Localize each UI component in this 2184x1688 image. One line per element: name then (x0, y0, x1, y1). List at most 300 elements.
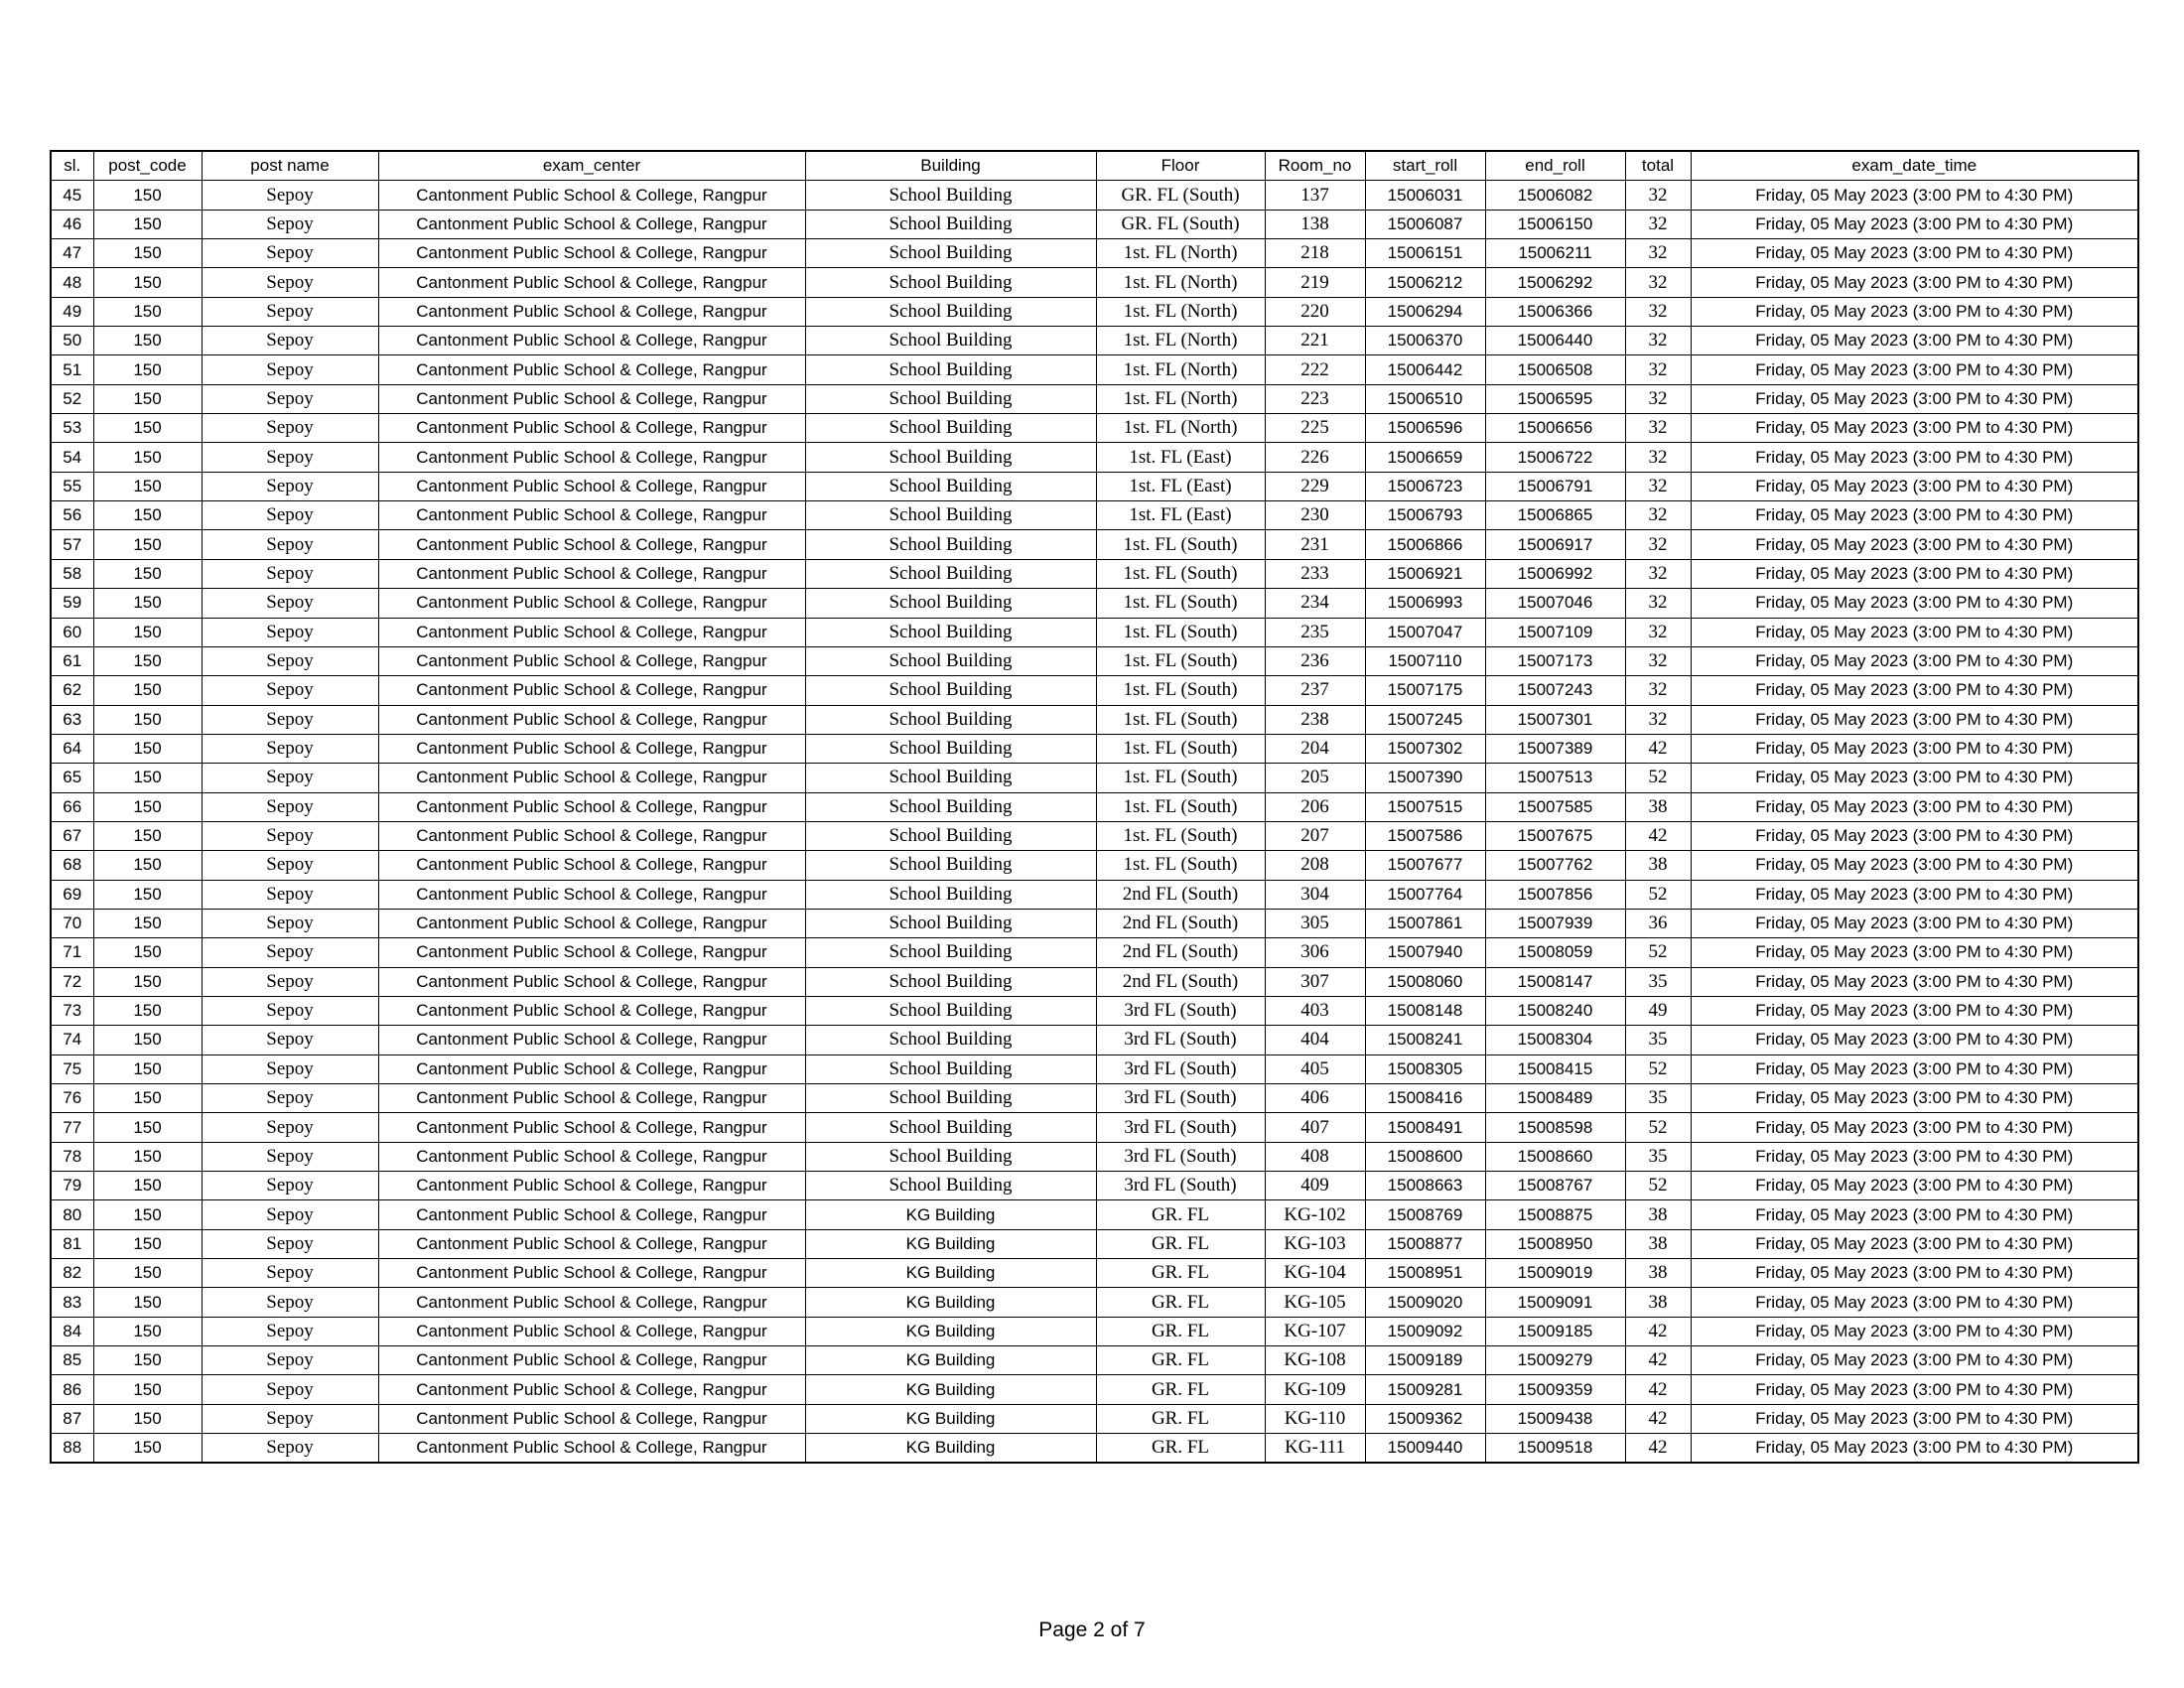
table-row (51, 559, 2138, 588)
cell-start-roll: 15007940 (1365, 938, 1485, 967)
table-row (51, 355, 2138, 384)
cell-post-code: 150 (93, 880, 202, 909)
cell-end-roll: 15008415 (1485, 1055, 1625, 1083)
cell-floor: 1st. FL (North) (1096, 384, 1265, 413)
cell-start-roll: 15007110 (1365, 646, 1485, 675)
cell-start-roll: 15008416 (1365, 1084, 1485, 1113)
cell-sl: 88 (51, 1434, 93, 1464)
cell-post-code: 150 (93, 297, 202, 326)
cell-exam-center: Cantonment Public School & College, Rangpur (378, 764, 805, 792)
cell-end-roll: 15008240 (1485, 996, 1625, 1025)
table-row (51, 1142, 2138, 1171)
cell-floor: 1st. FL (North) (1096, 414, 1265, 443)
cell-exam-center: Cantonment Public School & College, Rangpur (378, 327, 805, 355)
cell-room-no: 406 (1265, 1084, 1365, 1113)
cell-post-code: 150 (93, 676, 202, 705)
cell-end-roll: 15007762 (1485, 851, 1625, 880)
cell-building: School Building (805, 734, 1096, 763)
cell-post-name: Sepoy (202, 1026, 378, 1055)
cell-exam-center: Cantonment Public School & College, Rangpur (378, 646, 805, 675)
cell-post-name: Sepoy (202, 414, 378, 443)
cell-post-code: 150 (93, 1259, 202, 1288)
cell-post-code: 150 (93, 181, 202, 210)
cell-post-code: 150 (93, 705, 202, 734)
col-header-floor: Floor (1096, 151, 1265, 181)
cell-sl: 61 (51, 646, 93, 675)
table-row (51, 880, 2138, 909)
cell-floor: GR. FL (1096, 1434, 1265, 1464)
cell-end-roll: 15008875 (1485, 1200, 1625, 1229)
cell-exam-center: Cantonment Public School & College, Rangpur (378, 938, 805, 967)
cell-floor: GR. FL (1096, 1200, 1265, 1229)
cell-floor: 3rd FL (South) (1096, 1172, 1265, 1200)
seat-plan-table (50, 150, 2139, 1464)
cell-room-no: KG-105 (1265, 1288, 1365, 1317)
cell-total: 32 (1625, 618, 1691, 646)
cell-start-roll: 15008060 (1365, 967, 1485, 996)
cell-building: School Building (805, 618, 1096, 646)
cell-start-roll: 15008491 (1365, 1113, 1485, 1142)
cell-exam-center: Cantonment Public School & College, Rangpur (378, 1055, 805, 1083)
cell-end-roll: 15007109 (1485, 618, 1625, 646)
cell-end-roll: 15006211 (1485, 239, 1625, 268)
cell-building: School Building (805, 1113, 1096, 1142)
cell-start-roll: 15007515 (1365, 792, 1485, 821)
cell-post-code: 150 (93, 589, 202, 618)
cell-total: 35 (1625, 1142, 1691, 1171)
table-row (51, 1026, 2138, 1055)
table-row (51, 646, 2138, 675)
cell-post-code: 150 (93, 1026, 202, 1055)
cell-post-name: Sepoy (202, 1404, 378, 1433)
cell-building: School Building (805, 764, 1096, 792)
col-header-room-no: Room_no (1265, 151, 1365, 181)
cell-building: School Building (805, 821, 1096, 850)
cell-sl: 54 (51, 443, 93, 472)
cell-post-code: 150 (93, 967, 202, 996)
cell-post-code: 150 (93, 792, 202, 821)
cell-exam-date-time: Friday, 05 May 2023 (3:00 PM to 4:30 PM) (1691, 880, 2138, 909)
cell-building: School Building (805, 355, 1096, 384)
cell-start-roll: 15006993 (1365, 589, 1485, 618)
cell-building: School Building (805, 967, 1096, 996)
cell-post-name: Sepoy (202, 1142, 378, 1171)
cell-room-no: 205 (1265, 764, 1365, 792)
cell-end-roll: 15008767 (1485, 1172, 1625, 1200)
cell-total: 32 (1625, 646, 1691, 675)
cell-start-roll: 15008877 (1365, 1229, 1485, 1258)
table-row (51, 821, 2138, 850)
cell-building: KG Building (805, 1375, 1096, 1404)
table-row (51, 181, 2138, 210)
cell-building: School Building (805, 880, 1096, 909)
cell-post-code: 150 (93, 559, 202, 588)
cell-post-code: 150 (93, 355, 202, 384)
cell-floor: 2nd FL (South) (1096, 938, 1265, 967)
cell-exam-date-time: Friday, 05 May 2023 (3:00 PM to 4:30 PM) (1691, 792, 2138, 821)
table-row (51, 1229, 2138, 1258)
cell-total: 32 (1625, 559, 1691, 588)
cell-exam-date-time: Friday, 05 May 2023 (3:00 PM to 4:30 PM) (1691, 764, 2138, 792)
cell-post-code: 150 (93, 646, 202, 675)
cell-room-no: KG-108 (1265, 1346, 1365, 1375)
cell-floor: 1st. FL (North) (1096, 355, 1265, 384)
cell-sl: 55 (51, 472, 93, 500)
table-row (51, 414, 2138, 443)
cell-sl: 70 (51, 909, 93, 937)
cell-exam-date-time: Friday, 05 May 2023 (3:00 PM to 4:30 PM) (1691, 618, 2138, 646)
cell-sl: 82 (51, 1259, 93, 1288)
cell-sl: 49 (51, 297, 93, 326)
cell-total: 42 (1625, 1404, 1691, 1433)
cell-exam-date-time: Friday, 05 May 2023 (3:00 PM to 4:30 PM) (1691, 384, 2138, 413)
cell-sl: 74 (51, 1026, 93, 1055)
cell-post-name: Sepoy (202, 967, 378, 996)
cell-floor: GR. FL (South) (1096, 210, 1265, 238)
cell-total: 38 (1625, 1259, 1691, 1288)
cell-total: 42 (1625, 1375, 1691, 1404)
cell-room-no: 221 (1265, 327, 1365, 355)
cell-exam-center: Cantonment Public School & College, Rangpur (378, 1026, 805, 1055)
cell-floor: 1st. FL (South) (1096, 618, 1265, 646)
cell-exam-date-time: Friday, 05 May 2023 (3:00 PM to 4:30 PM) (1691, 821, 2138, 850)
cell-floor: 1st. FL (South) (1096, 676, 1265, 705)
col-header-end-roll: end_roll (1485, 151, 1625, 181)
cell-floor: 1st. FL (North) (1096, 297, 1265, 326)
cell-exam-center: Cantonment Public School & College, Rangpur (378, 1229, 805, 1258)
table-row (51, 618, 2138, 646)
cell-floor: 1st. FL (East) (1096, 501, 1265, 530)
cell-post-name: Sepoy (202, 297, 378, 326)
cell-building: School Building (805, 181, 1096, 210)
cell-start-roll: 15007175 (1365, 676, 1485, 705)
cell-floor: 3rd FL (South) (1096, 996, 1265, 1025)
cell-building: School Building (805, 1084, 1096, 1113)
cell-start-roll: 15006442 (1365, 355, 1485, 384)
cell-exam-center: Cantonment Public School & College, Rangpur (378, 618, 805, 646)
cell-room-no: KG-109 (1265, 1375, 1365, 1404)
cell-exam-date-time: Friday, 05 May 2023 (3:00 PM to 4:30 PM) (1691, 1142, 2138, 1171)
cell-start-roll: 15008241 (1365, 1026, 1485, 1055)
cell-sl: 58 (51, 559, 93, 588)
cell-end-roll: 15007046 (1485, 589, 1625, 618)
cell-post-name: Sepoy (202, 851, 378, 880)
cell-floor: 1st. FL (South) (1096, 530, 1265, 559)
cell-end-roll: 15006150 (1485, 210, 1625, 238)
cell-building: School Building (805, 705, 1096, 734)
cell-end-roll: 15008059 (1485, 938, 1625, 967)
cell-room-no: KG-104 (1265, 1259, 1365, 1288)
cell-end-roll: 15006917 (1485, 530, 1625, 559)
cell-total: 32 (1625, 414, 1691, 443)
cell-exam-center: Cantonment Public School & College, Rangpur (378, 297, 805, 326)
cell-start-roll: 15009020 (1365, 1288, 1485, 1317)
col-header-exam-center: exam_center (378, 151, 805, 181)
cell-total: 52 (1625, 1055, 1691, 1083)
cell-post-name: Sepoy (202, 239, 378, 268)
cell-start-roll: 15007302 (1365, 734, 1485, 763)
cell-post-code: 150 (93, 268, 202, 297)
table-row (51, 530, 2138, 559)
page-number: Page 2 of 7 (1038, 1618, 1146, 1641)
cell-post-name: Sepoy (202, 1113, 378, 1142)
cell-start-roll: 15008148 (1365, 996, 1485, 1025)
cell-sl: 47 (51, 239, 93, 268)
cell-sl: 76 (51, 1084, 93, 1113)
cell-building: School Building (805, 297, 1096, 326)
cell-start-roll: 15006294 (1365, 297, 1485, 326)
cell-post-name: Sepoy (202, 210, 378, 238)
cell-sl: 53 (51, 414, 93, 443)
cell-start-roll: 15008663 (1365, 1172, 1485, 1200)
cell-total: 32 (1625, 472, 1691, 500)
cell-total: 32 (1625, 384, 1691, 413)
cell-room-no: 409 (1265, 1172, 1365, 1200)
cell-total: 32 (1625, 501, 1691, 530)
cell-room-no: 403 (1265, 996, 1365, 1025)
col-header-post-name: post name (202, 151, 378, 181)
cell-post-code: 150 (93, 530, 202, 559)
cell-post-code: 150 (93, 1200, 202, 1229)
table-row (51, 734, 2138, 763)
cell-end-roll: 15009019 (1485, 1259, 1625, 1288)
cell-post-code: 150 (93, 1229, 202, 1258)
cell-exam-date-time: Friday, 05 May 2023 (3:00 PM to 4:30 PM) (1691, 210, 2138, 238)
cell-building: School Building (805, 1142, 1096, 1171)
cell-total: 32 (1625, 210, 1691, 238)
cell-exam-date-time: Friday, 05 May 2023 (3:00 PM to 4:30 PM) (1691, 734, 2138, 763)
table-row (51, 705, 2138, 734)
cell-sl: 79 (51, 1172, 93, 1200)
cell-exam-center: Cantonment Public School & College, Rangpur (378, 1113, 805, 1142)
table-row (51, 239, 2138, 268)
cell-floor: 1st. FL (South) (1096, 559, 1265, 588)
cell-post-code: 150 (93, 1084, 202, 1113)
cell-start-roll: 15008305 (1365, 1055, 1485, 1083)
cell-floor: 1st. FL (East) (1096, 472, 1265, 500)
cell-exam-date-time: Friday, 05 May 2023 (3:00 PM to 4:30 PM) (1691, 1084, 2138, 1113)
header-row (51, 151, 2138, 181)
cell-post-code: 150 (93, 821, 202, 850)
cell-room-no: 307 (1265, 967, 1365, 996)
cell-exam-center: Cantonment Public School & College, Rangpur (378, 559, 805, 588)
cell-floor: GR. FL (1096, 1259, 1265, 1288)
cell-building: KG Building (805, 1200, 1096, 1229)
cell-floor: 1st. FL (South) (1096, 821, 1265, 850)
cell-exam-date-time: Friday, 05 May 2023 (3:00 PM to 4:30 PM) (1691, 181, 2138, 210)
cell-floor: GR. FL (1096, 1375, 1265, 1404)
cell-sl: 84 (51, 1317, 93, 1345)
cell-floor: GR. FL (1096, 1346, 1265, 1375)
cell-room-no: 407 (1265, 1113, 1365, 1142)
cell-exam-date-time: Friday, 05 May 2023 (3:00 PM to 4:30 PM) (1691, 967, 2138, 996)
cell-room-no: 234 (1265, 589, 1365, 618)
cell-post-code: 150 (93, 938, 202, 967)
cell-exam-date-time: Friday, 05 May 2023 (3:00 PM to 4:30 PM) (1691, 589, 2138, 618)
cell-sl: 57 (51, 530, 93, 559)
cell-post-code: 150 (93, 210, 202, 238)
cell-start-roll: 15007390 (1365, 764, 1485, 792)
cell-post-code: 150 (93, 909, 202, 937)
cell-building: School Building (805, 239, 1096, 268)
cell-end-roll: 15006865 (1485, 501, 1625, 530)
col-header-building: Building (805, 151, 1096, 181)
cell-sl: 80 (51, 1200, 93, 1229)
cell-building: KG Building (805, 1404, 1096, 1433)
cell-sl: 71 (51, 938, 93, 967)
cell-start-roll: 15007677 (1365, 851, 1485, 880)
cell-post-name: Sepoy (202, 1259, 378, 1288)
cell-exam-center: Cantonment Public School & College, Rangpur (378, 734, 805, 763)
cell-exam-center: Cantonment Public School & College, Rangpur (378, 1084, 805, 1113)
cell-post-name: Sepoy (202, 1288, 378, 1317)
cell-sl: 64 (51, 734, 93, 763)
cell-total: 32 (1625, 181, 1691, 210)
cell-room-no: 226 (1265, 443, 1365, 472)
cell-total: 32 (1625, 268, 1691, 297)
cell-total: 35 (1625, 967, 1691, 996)
cell-exam-date-time: Friday, 05 May 2023 (3:00 PM to 4:30 PM) (1691, 705, 2138, 734)
cell-room-no: 208 (1265, 851, 1365, 880)
cell-total: 35 (1625, 1084, 1691, 1113)
cell-building: School Building (805, 1172, 1096, 1200)
cell-exam-date-time: Friday, 05 May 2023 (3:00 PM to 4:30 PM) (1691, 1200, 2138, 1229)
cell-post-name: Sepoy (202, 1346, 378, 1375)
cell-room-no: 206 (1265, 792, 1365, 821)
table-row (51, 1375, 2138, 1404)
cell-building: School Building (805, 472, 1096, 500)
cell-post-code: 150 (93, 501, 202, 530)
cell-post-code: 150 (93, 1055, 202, 1083)
cell-total: 35 (1625, 1026, 1691, 1055)
table-body (51, 181, 2138, 1464)
cell-post-name: Sepoy (202, 384, 378, 413)
cell-room-no: 222 (1265, 355, 1365, 384)
cell-exam-date-time: Friday, 05 May 2023 (3:00 PM to 4:30 PM) (1691, 1259, 2138, 1288)
cell-floor: GR. FL (1096, 1229, 1265, 1258)
cell-start-roll: 15006370 (1365, 327, 1485, 355)
cell-room-no: 304 (1265, 880, 1365, 909)
cell-total: 42 (1625, 734, 1691, 763)
cell-floor: 3rd FL (South) (1096, 1113, 1265, 1142)
cell-post-name: Sepoy (202, 1375, 378, 1404)
cell-exam-date-time: Friday, 05 May 2023 (3:00 PM to 4:30 PM) (1691, 472, 2138, 500)
cell-post-name: Sepoy (202, 1317, 378, 1345)
cell-total: 32 (1625, 355, 1691, 384)
cell-building: School Building (805, 327, 1096, 355)
cell-start-roll: 15006659 (1365, 443, 1485, 472)
cell-building: School Building (805, 384, 1096, 413)
table-row (51, 792, 2138, 821)
cell-start-roll: 15006921 (1365, 559, 1485, 588)
cell-post-name: Sepoy (202, 530, 378, 559)
table-row (51, 589, 2138, 618)
cell-building: School Building (805, 501, 1096, 530)
cell-exam-center: Cantonment Public School & College, Rangpur (378, 792, 805, 821)
cell-building: School Building (805, 210, 1096, 238)
cell-floor: 3rd FL (South) (1096, 1084, 1265, 1113)
cell-start-roll: 15006510 (1365, 384, 1485, 413)
cell-total: 32 (1625, 705, 1691, 734)
cell-exam-date-time: Friday, 05 May 2023 (3:00 PM to 4:30 PM) (1691, 530, 2138, 559)
cell-exam-center: Cantonment Public School & College, Rangpur (378, 268, 805, 297)
cell-end-roll: 15007513 (1485, 764, 1625, 792)
cell-floor: 1st. FL (South) (1096, 705, 1265, 734)
cell-post-code: 150 (93, 239, 202, 268)
cell-post-code: 150 (93, 384, 202, 413)
cell-exam-center: Cantonment Public School & College, Rangpur (378, 705, 805, 734)
cell-room-no: 137 (1265, 181, 1365, 210)
cell-exam-center: Cantonment Public School & College, Rangpur (378, 530, 805, 559)
cell-floor: 3rd FL (South) (1096, 1142, 1265, 1171)
cell-start-roll: 15007586 (1365, 821, 1485, 850)
cell-exam-center: Cantonment Public School & College, Rangpur (378, 967, 805, 996)
cell-exam-date-time: Friday, 05 May 2023 (3:00 PM to 4:30 PM) (1691, 355, 2138, 384)
table-row (51, 1434, 2138, 1464)
cell-start-roll: 15006031 (1365, 181, 1485, 210)
cell-total: 32 (1625, 676, 1691, 705)
cell-post-code: 150 (93, 327, 202, 355)
cell-floor: 1st. FL (North) (1096, 239, 1265, 268)
cell-start-roll: 15006151 (1365, 239, 1485, 268)
cell-exam-center: Cantonment Public School & College, Rangpur (378, 851, 805, 880)
cell-post-name: Sepoy (202, 646, 378, 675)
cell-exam-center: Cantonment Public School & College, Rangpur (378, 1434, 805, 1464)
cell-end-roll: 15006082 (1485, 181, 1625, 210)
table-row (51, 909, 2138, 937)
table-row (51, 1113, 2138, 1142)
cell-floor: 3rd FL (South) (1096, 1026, 1265, 1055)
col-header-total: total (1625, 151, 1691, 181)
cell-post-code: 150 (93, 734, 202, 763)
cell-sl: 62 (51, 676, 93, 705)
cell-total: 32 (1625, 443, 1691, 472)
cell-end-roll: 15007939 (1485, 909, 1625, 937)
cell-end-roll: 15007675 (1485, 821, 1625, 850)
cell-end-roll: 15008660 (1485, 1142, 1625, 1171)
cell-end-roll: 15008950 (1485, 1229, 1625, 1258)
cell-building: School Building (805, 996, 1096, 1025)
cell-building: School Building (805, 676, 1096, 705)
cell-room-no: 229 (1265, 472, 1365, 500)
cell-exam-date-time: Friday, 05 May 2023 (3:00 PM to 4:30 PM) (1691, 851, 2138, 880)
cell-end-roll: 15006292 (1485, 268, 1625, 297)
cell-total: 52 (1625, 1172, 1691, 1200)
cell-building: KG Building (805, 1317, 1096, 1345)
cell-end-roll: 15007173 (1485, 646, 1625, 675)
table-row (51, 676, 2138, 705)
cell-sl: 73 (51, 996, 93, 1025)
cell-post-code: 150 (93, 764, 202, 792)
cell-post-name: Sepoy (202, 268, 378, 297)
cell-exam-center: Cantonment Public School & College, Rangpur (378, 443, 805, 472)
cell-start-roll: 15006087 (1365, 210, 1485, 238)
cell-room-no: 306 (1265, 938, 1365, 967)
cell-room-no: KG-102 (1265, 1200, 1365, 1229)
cell-start-roll: 15009362 (1365, 1404, 1485, 1433)
cell-exam-center: Cantonment Public School & College, Rangpur (378, 821, 805, 850)
cell-end-roll: 15006992 (1485, 559, 1625, 588)
cell-floor: 1st. FL (North) (1096, 327, 1265, 355)
table-row (51, 996, 2138, 1025)
cell-exam-center: Cantonment Public School & College, Rangpur (378, 909, 805, 937)
table-row (51, 764, 2138, 792)
cell-start-roll: 15009440 (1365, 1434, 1485, 1464)
cell-post-name: Sepoy (202, 821, 378, 850)
cell-room-no: KG-103 (1265, 1229, 1365, 1258)
cell-post-code: 150 (93, 1346, 202, 1375)
cell-sl: 48 (51, 268, 93, 297)
